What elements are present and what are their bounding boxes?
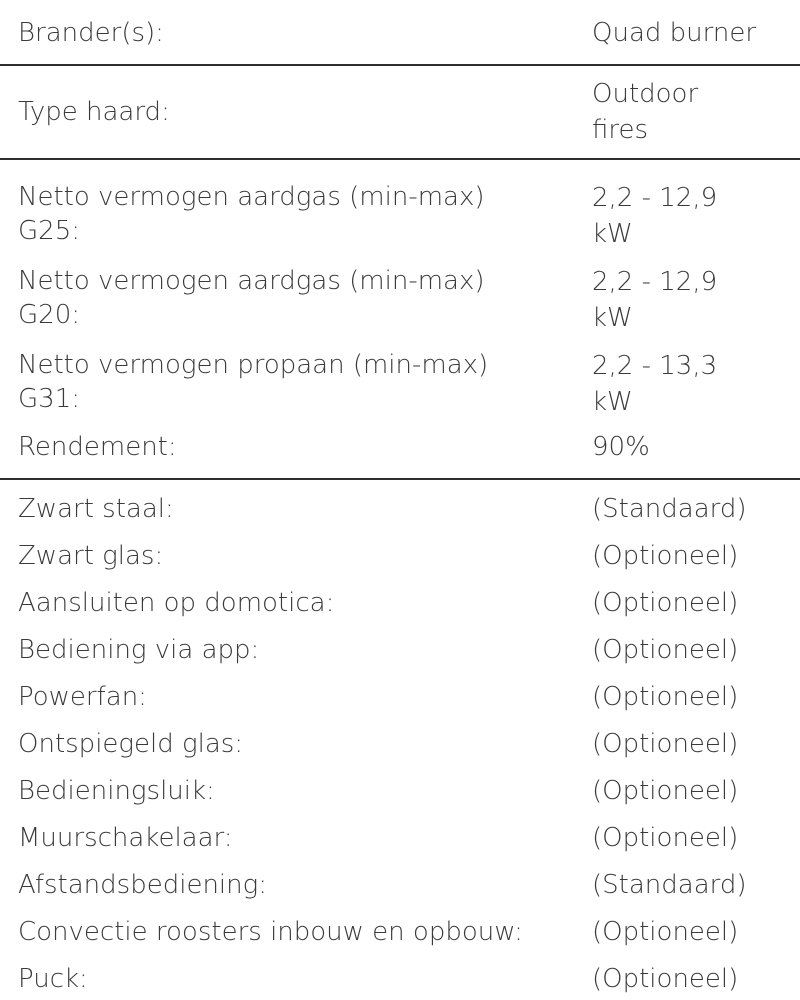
spec-row-powerfan [0, 673, 800, 720]
spec-row-muurschakelaar [0, 814, 800, 861]
spec-row-g31 [0, 338, 800, 422]
spec-label: Powerfan: [18, 681, 147, 712]
spec-value: (Optioneel) [592, 728, 739, 759]
spec-label-line: Netto vermogen aardgas (min-max) [18, 182, 485, 212]
spec-row-ontspiegeld-glas [0, 720, 800, 767]
spec-label: Muurschakelaar: [18, 822, 233, 853]
spec-value: (Optioneel) [592, 775, 739, 806]
spec-group-options [0, 480, 800, 1000]
spec-label [0, 170, 592, 248]
spec-group-power [0, 160, 800, 480]
spec-value-line: 2,2 - 12,9 [592, 267, 718, 297]
spec-label-line: G25: [18, 216, 80, 246]
spec-label: Bediening via app: [18, 634, 260, 665]
spec-value-line: fires [592, 115, 649, 145]
spec-row-afstandsbediening [0, 861, 800, 908]
spec-label: Zwart glas: [18, 540, 164, 571]
spec-value: (Standaard) [592, 493, 747, 524]
spec-label: Aansluiten op domotica: [18, 587, 335, 618]
spec-row-g20 [0, 254, 800, 338]
spec-row-zwart-staal [0, 485, 800, 532]
spec-row-g25 [0, 170, 800, 254]
spec-label: Puck: [18, 963, 88, 994]
spec-row-brander [0, 0, 800, 64]
spec-row-type-haard [0, 66, 800, 158]
spec-label: Type haard: [18, 97, 170, 127]
spec-value: (Standaard) [592, 869, 747, 900]
spec-value [592, 254, 800, 336]
spec-label [0, 338, 592, 416]
spec-value: (Optioneel) [592, 916, 739, 947]
spec-row-zwart-glas [0, 532, 800, 579]
spec-label-line: G20: [18, 300, 80, 330]
spec-value: (Optioneel) [592, 587, 739, 618]
spec-row-rendement [0, 422, 800, 472]
spec-value: 90% [592, 432, 650, 462]
spec-value: (Optioneel) [592, 540, 739, 571]
spec-label: Zwart staal: [18, 493, 174, 524]
spec-row-bedieningsluik [0, 767, 800, 814]
spec-label: Convectie roosters inbouw en opbouw: [18, 916, 523, 947]
spec-value-line: 2,2 - 12,9 [592, 183, 718, 213]
spec-row-convectie-roosters [0, 908, 800, 955]
spec-group-burner [0, 0, 800, 66]
spec-value-line: 2,2 - 13,3 [592, 351, 718, 381]
spec-row-app [0, 626, 800, 673]
spec-row-domotica [0, 579, 800, 626]
spec-value: (Optioneel) [592, 822, 739, 853]
spec-value-line: kW [592, 387, 633, 417]
spec-label: Bedieningsluik: [18, 775, 215, 806]
spec-label: Ontspiegeld glas: [18, 728, 244, 759]
spec-group-type [0, 66, 800, 160]
spec-label-line: Netto vermogen aardgas (min-max) [18, 266, 485, 296]
spec-value: (Optioneel) [592, 963, 739, 994]
spec-value [592, 76, 800, 148]
spec-label: Brander(s): [18, 18, 164, 48]
spec-label: Rendement: [18, 432, 177, 462]
spec-label-line: G31: [18, 384, 80, 414]
spec-value: (Optioneel) [592, 681, 739, 712]
spec-value: Quad burner [592, 18, 757, 48]
spec-value: (Optioneel) [592, 634, 739, 665]
spec-label: Afstandsbediening: [18, 869, 267, 900]
spec-label [0, 254, 592, 332]
spec-value-line: kW [592, 303, 633, 333]
spec-row-puck [0, 955, 800, 1000]
spec-label-line: Netto vermogen propaan (min-max) [18, 350, 489, 380]
spec-value [592, 170, 800, 252]
spec-value-line: kW [592, 219, 633, 249]
spec-value [592, 338, 800, 420]
spec-value-line: Outdoor [592, 79, 699, 109]
